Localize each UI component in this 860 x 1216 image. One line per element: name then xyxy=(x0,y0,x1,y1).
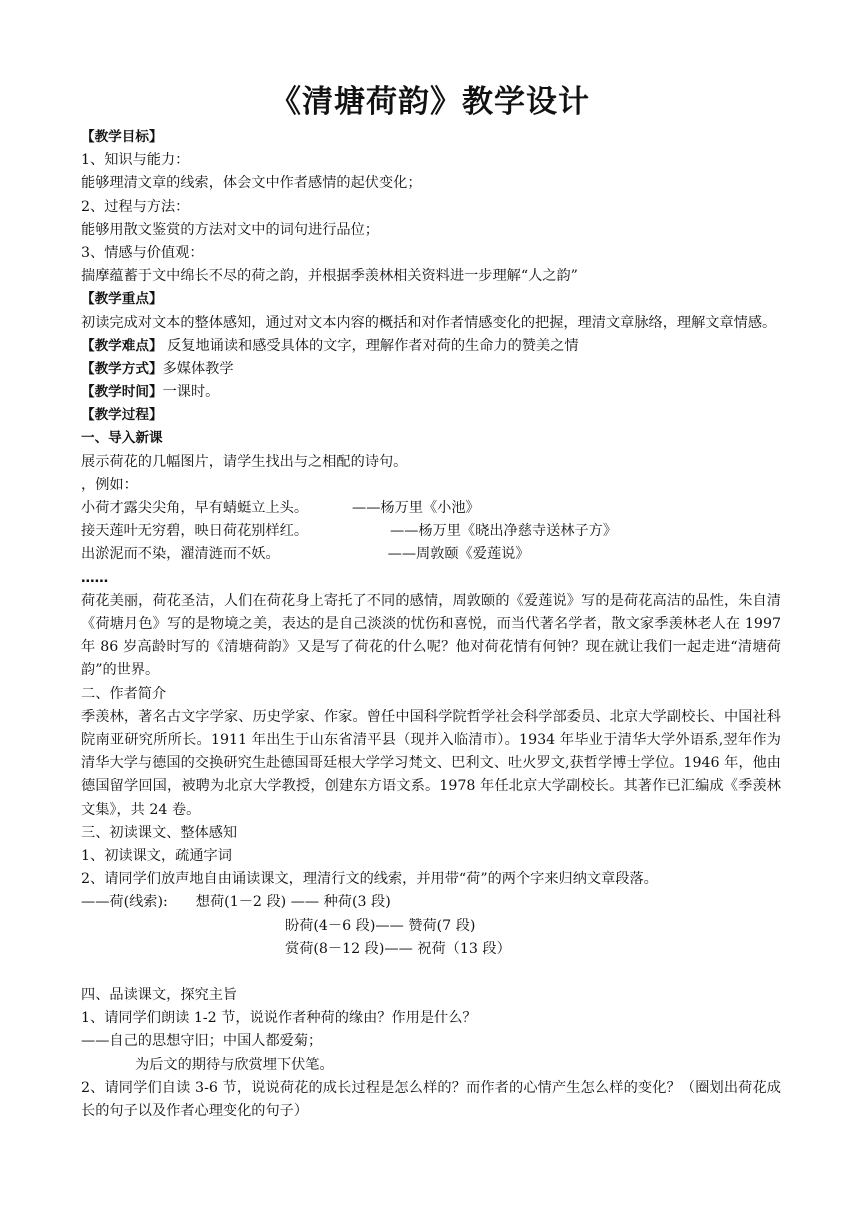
section-3-item-2: 2、请同学们放声地自由诵读课文，理清行文的线索，并用带“荷”的两个字来归纳文章段落。 xyxy=(81,871,658,888)
poem-line-2 xyxy=(81,520,781,543)
objective-1-text: 能够理清文章的线索，体会文中作者感情的起伏变化； xyxy=(81,175,422,192)
section-2-paragraph: 季羡林，著名古文字学家、历史学家、作家。曾任中国科学院哲学社会科学部委员、北京大学副校长、中国社科院南亚研究所所长。1911 年出生于山东省清平县（现并入临清市）。1934 年毕业于清华大学外语系,翌年作为清华大学与德国的交换研究生赴德国哥廷根大学学习梵文、巴利文、吐火罗文,获哲学博士学位。1946 年，他由德国留学回国，被聘为北京大学教授，创建东方语文系。1978 年任北京大学副校长。其著作已汇编成《季羡林文集》，共 24 卷。 xyxy=(81,708,781,818)
poem-1-attribution: ——杨万里《小池》 xyxy=(352,500,480,517)
difficulty-text: 反复地诵读和感受具体的文字，理解作者对荷的生命力的赞美之情 xyxy=(162,337,579,354)
method-heading: 【教学方式】 xyxy=(81,360,163,377)
objectives-heading: 【教学目标】 xyxy=(81,129,163,145)
poem-line-1 xyxy=(81,497,781,520)
blank-line xyxy=(81,961,781,984)
objective-3-text: 揣摩蕴蓄于文中绵长不尽的荷之韵，并根据季羡林相关资料进一步理解“人之韵” xyxy=(81,268,578,285)
section-4-answer-1: ——自己的思想守旧；中国人都爱菊； xyxy=(81,1033,323,1050)
section-1-paragraph: 荷花美丽，荷花圣洁，人们在荷花身上寄托了不同的感情，周敦颐的《爱莲说》写的是荷花高洁的品性，朱自清《荷塘月色》写的是物境之美，表达的是自己淡淡的忧伤和喜悦，而当代著名学者，散文家季羡林老人在 1997 年 86 岁高龄时写的《清塘荷韵》又是写了荷花的什么呢？他对荷花情有何钟？现在就让我们一起走进“清塘荷韵”的世界。 xyxy=(81,592,781,679)
method-text: 多媒体教学 xyxy=(162,360,234,377)
key-points-heading: 【教学重点】 xyxy=(81,291,163,308)
section-4-item-2: 2、请同学们自读 3-6 节，说说荷花的成长过程是怎么样的？而作者的心情产生怎么样的变化？（圈划出荷花成长的句子以及作者心理变化的句子） xyxy=(81,1079,781,1120)
difficulty-line xyxy=(81,335,781,358)
objective-2-text: 能够用散文鉴赏的方法对文中的词句进行品位； xyxy=(81,221,379,238)
section-4-heading: 四、品读课文，探究主旨 xyxy=(81,987,238,1004)
objective-1-label: 1、知识与能力： xyxy=(81,152,190,169)
section-4-answer-2: 为后文的期待与欣赏埋下伏笔。 xyxy=(135,1056,334,1073)
poem-line-3 xyxy=(81,543,781,566)
poem-2: 接天莲叶无穷碧，映日荷花别样红。 xyxy=(81,523,309,540)
clue-1: 想荷(1－2 段) —— 种荷(3 段) xyxy=(195,894,391,911)
poem-1: 小荷才露尖尖角，早有蜻蜓立上头。 xyxy=(81,500,309,517)
document-title: 《清塘荷韵》教学设计 xyxy=(270,84,590,120)
method-line xyxy=(81,358,781,381)
poem-3: 出淤泥而不染，濯清涟而不妖。 xyxy=(81,546,280,563)
objective-2-label: 2、过程与方法： xyxy=(81,198,190,215)
process-heading: 【教学过程】 xyxy=(81,407,163,424)
section-1-heading: 一、导入新课 xyxy=(81,430,163,447)
section-2-heading: 二、作者简介 xyxy=(81,685,167,702)
difficulty-heading: 【教学难点】 xyxy=(81,337,163,354)
section-4-item-1: 1、请同学们朗读 1-2 节，说说作者种荷的缘由？作用是什么？ xyxy=(81,1010,477,1027)
clue-line-1 xyxy=(81,891,781,914)
clue-line-2: 盼荷(4－6 段)—— 赞荷(7 段) xyxy=(285,917,476,934)
ellipsis: …… xyxy=(81,569,109,586)
clue-line-3: 赏荷(8－12 段)—— 祝荷（13 段） xyxy=(285,940,511,957)
section-3-heading: 三、初读课文、整体感知 xyxy=(81,824,238,841)
time-text: 一课时。 xyxy=(162,384,220,401)
section-3-item-1: 1、初读课文，疏通字词 xyxy=(81,847,232,864)
time-heading: 【教学时间】 xyxy=(81,384,163,401)
objective-3-label: 3、情感与价值观： xyxy=(81,244,204,261)
section-1-line-1: 展示荷花的几幅图片，请学生找出与之相配的诗句。 xyxy=(81,453,408,470)
time-line xyxy=(81,381,781,404)
clue-label: ——荷(线索): xyxy=(81,894,168,911)
poem-3-attribution: ——周敦颐《爱莲说》 xyxy=(387,546,530,563)
key-points-text: 初读完成对文本的整体感知，通过对文本内容的概括和对作者情感变化的把握，理清文章脉络，理解文章情感。 xyxy=(81,314,777,331)
document-body xyxy=(81,126,781,1123)
section-1-line-2: ，例如： xyxy=(81,476,138,493)
poem-2-attribution: ——杨万里《晓出净慈寺送林子方》 xyxy=(390,523,618,540)
